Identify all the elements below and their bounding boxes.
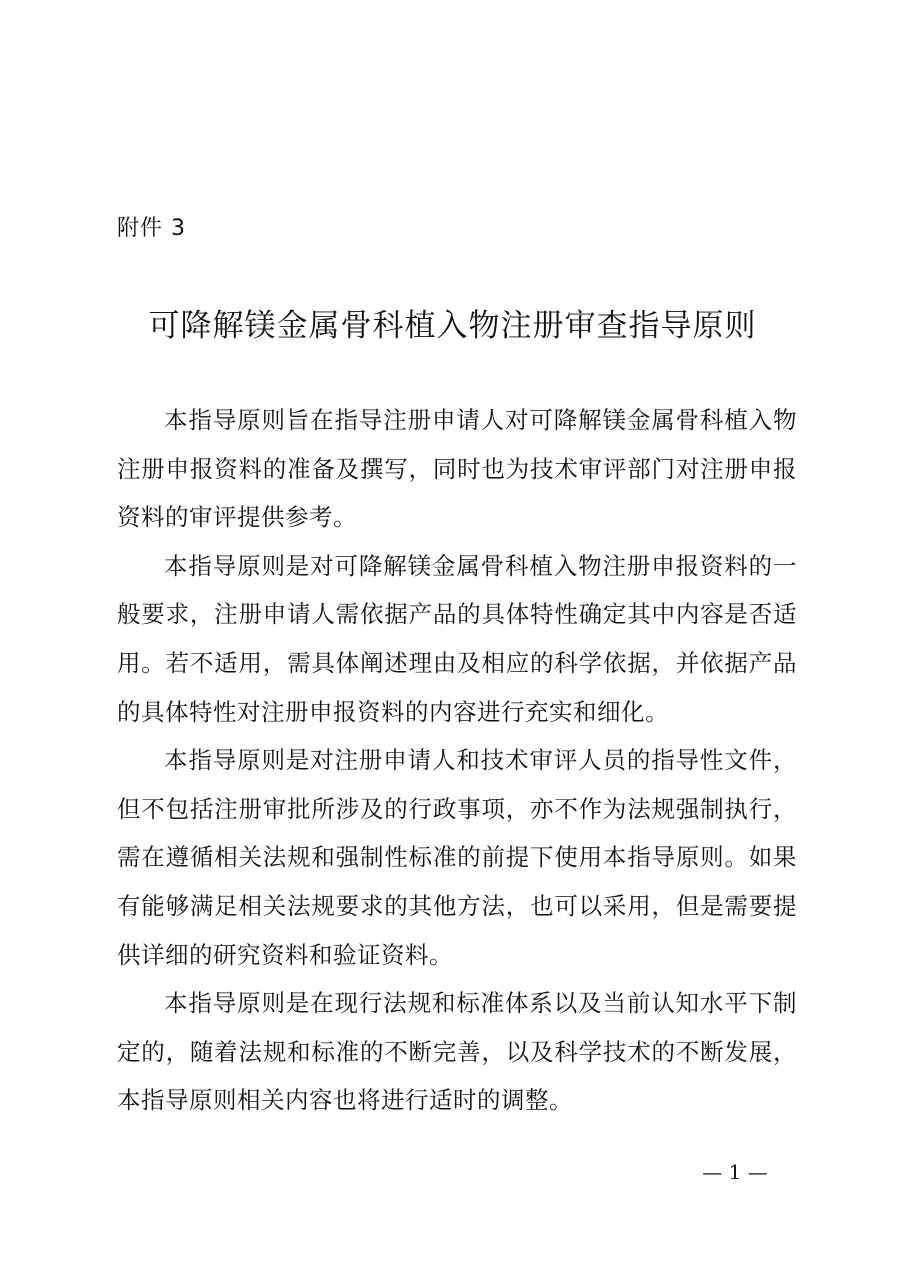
paragraph: 本指导原则是对可降解镁金属骨科植入物注册申报资料的一般要求，注册申请人需依据产品的具体特性确定其中内容是否适用。若不适用，需具体阐述理由及相应的科学依据，并依据产品的具体特性对注册申报资料的内容进行充实和细化。 — [117, 551, 797, 726]
paragraph: 本指导原则是对注册申请人和技术审评人员的指导性文件，但不包括注册审批所涉及的行政事项，亦不作为法规强制执行，需在遵循相关法规和强制性标准的前提下使用本指导原则。如果有能够满足相关法规要求的其他方法，也可以采用，但是需要提供详细的研究资料和验证资料。 — [117, 746, 797, 969]
page-number: — 1 — — [702, 1160, 768, 1184]
attachment-label: 附件 3 — [117, 216, 186, 241]
document-title: 可降解镁金属骨科植入物注册审查指导原则 — [148, 308, 757, 344]
paragraph: 本指导原则旨在指导注册申请人对可降解镁金属骨科植入物注册申报资料的准备及撰写，同时也为技术审评部门对注册申报资料的审评提供参考。 — [117, 406, 797, 532]
document-body — [117, 396, 797, 1125]
paragraph: 本指导原则是在现行法规和标准体系以及当前认知水平下制定的，随着法规和标准的不断完善，以及科学技术的不断发展，本指导原则相关内容也将进行适时的调整。 — [117, 989, 797, 1115]
